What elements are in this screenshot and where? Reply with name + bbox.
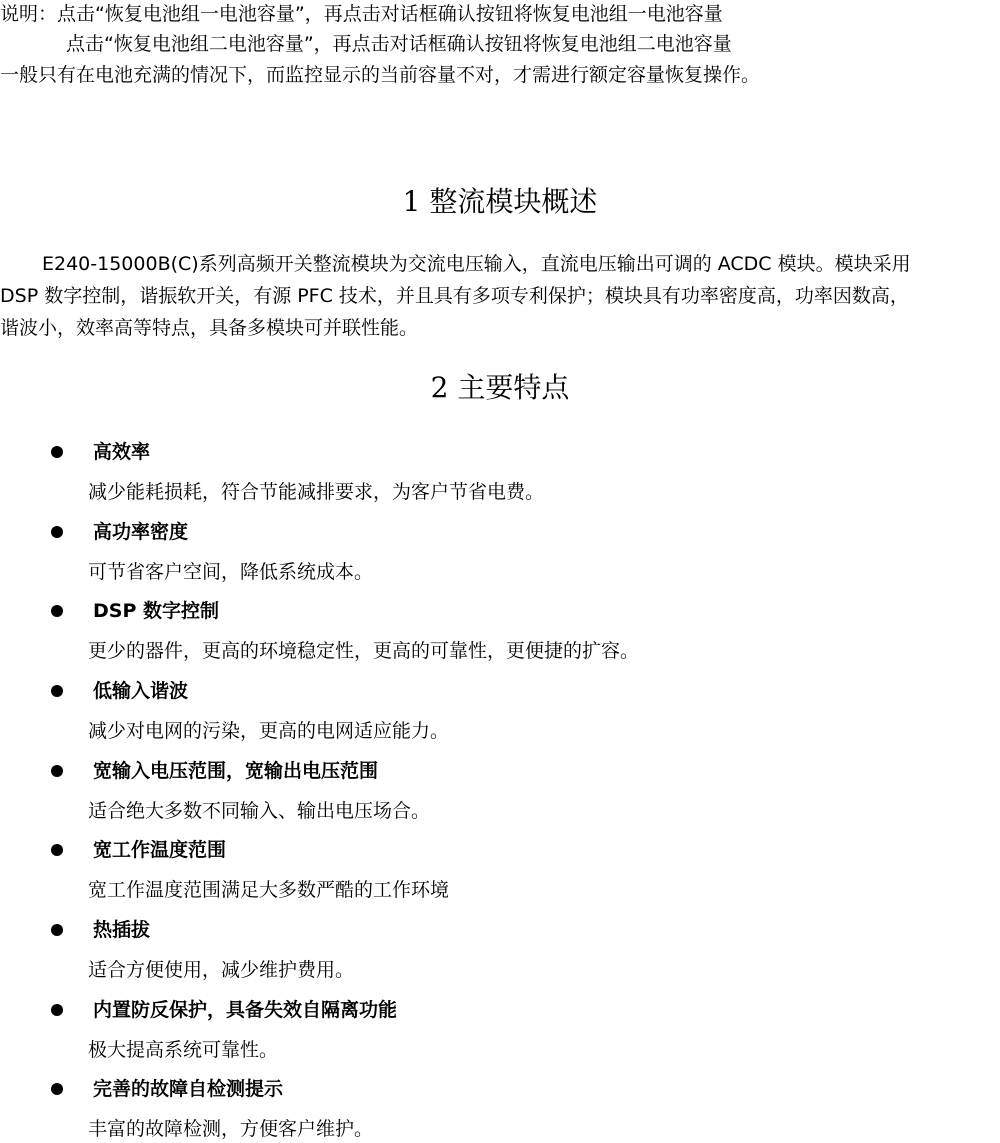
feature-description: 宽工作温度范围满足大多数严酷的工作环境 [88, 879, 450, 901]
bullet-icon [51, 765, 63, 777]
paragraph-line: E240-15000B(C)系列高频开关整流模块为交流电压输入，直流电压输出可调的 ACDC 模块。模块采用 [42, 253, 911, 275]
feature-description: 极大提高系统可靠性。 [88, 1039, 279, 1061]
feature-description: 可节省客户空间，降低系统成本。 [88, 561, 374, 583]
section-2-heading: 2 主要特点 [430, 371, 570, 404]
feature-description: 适合绝大多数不同输入、输出电压场合。 [88, 800, 431, 822]
feature-title: 宽输入电压范围，宽输出电压范围 [93, 760, 379, 782]
feature-title: 高效率 [93, 441, 151, 463]
note-line-2: 点击“恢复电池组二电池容量”，再点击对话框确认按钮将恢复电池组二电池容量 [66, 33, 732, 55]
feature-title: 完善的故障自检测提示 [93, 1078, 284, 1100]
feature-description: 丰富的故障检测，方便客户维护。 [88, 1118, 374, 1140]
section-1-paragraph [0, 248, 1000, 344]
paragraph-line: DSP 数字控制，谐振软开关，有源 PFC 技术，并且具有多项专利保护；模块具有功率密度高，功率因数高， [0, 285, 909, 307]
note-line-3: 一般只有在电池充满的情况下，而监控显示的当前容量不对，才需进行额定容量恢复操作。 [0, 64, 761, 86]
bullet-icon [51, 526, 63, 538]
feature-title: 宽工作温度范围 [93, 839, 227, 861]
bullet-icon [51, 446, 63, 458]
bullet-icon [51, 685, 63, 697]
section-1-heading: 1 整流模块概述 [402, 185, 598, 218]
feature-description: 更少的器件，更高的环境稳定性，更高的可靠性，更便捷的扩容。 [88, 640, 640, 662]
bullet-icon [51, 1004, 63, 1016]
feature-title: 热插拔 [93, 919, 151, 941]
feature-title: 内置防反保护，具备失效自隔离功能 [93, 999, 398, 1021]
bullet-icon [51, 1083, 63, 1095]
bullet-icon [51, 924, 63, 936]
feature-title: 高功率密度 [93, 521, 189, 543]
bullet-icon [51, 844, 63, 856]
feature-description: 减少对电网的污染，更高的电网适应能力。 [88, 720, 450, 742]
feature-title: 低输入谐波 [93, 680, 189, 702]
feature-description: 减少能耗损耗，符合节能减排要求，为客户节省电费。 [88, 481, 545, 503]
feature-title: DSP 数字控制 [93, 600, 219, 622]
bullet-icon [51, 605, 63, 617]
paragraph-line: 谐波小，效率高等特点，具备多模块可并联性能。 [0, 317, 419, 339]
note-line-1: 说明：点击“恢复电池组一电池容量”，再点击对话框确认按钮将恢复电池组一电池容量 [0, 3, 723, 25]
feature-description: 适合方便使用，减少维护费用。 [88, 959, 355, 981]
